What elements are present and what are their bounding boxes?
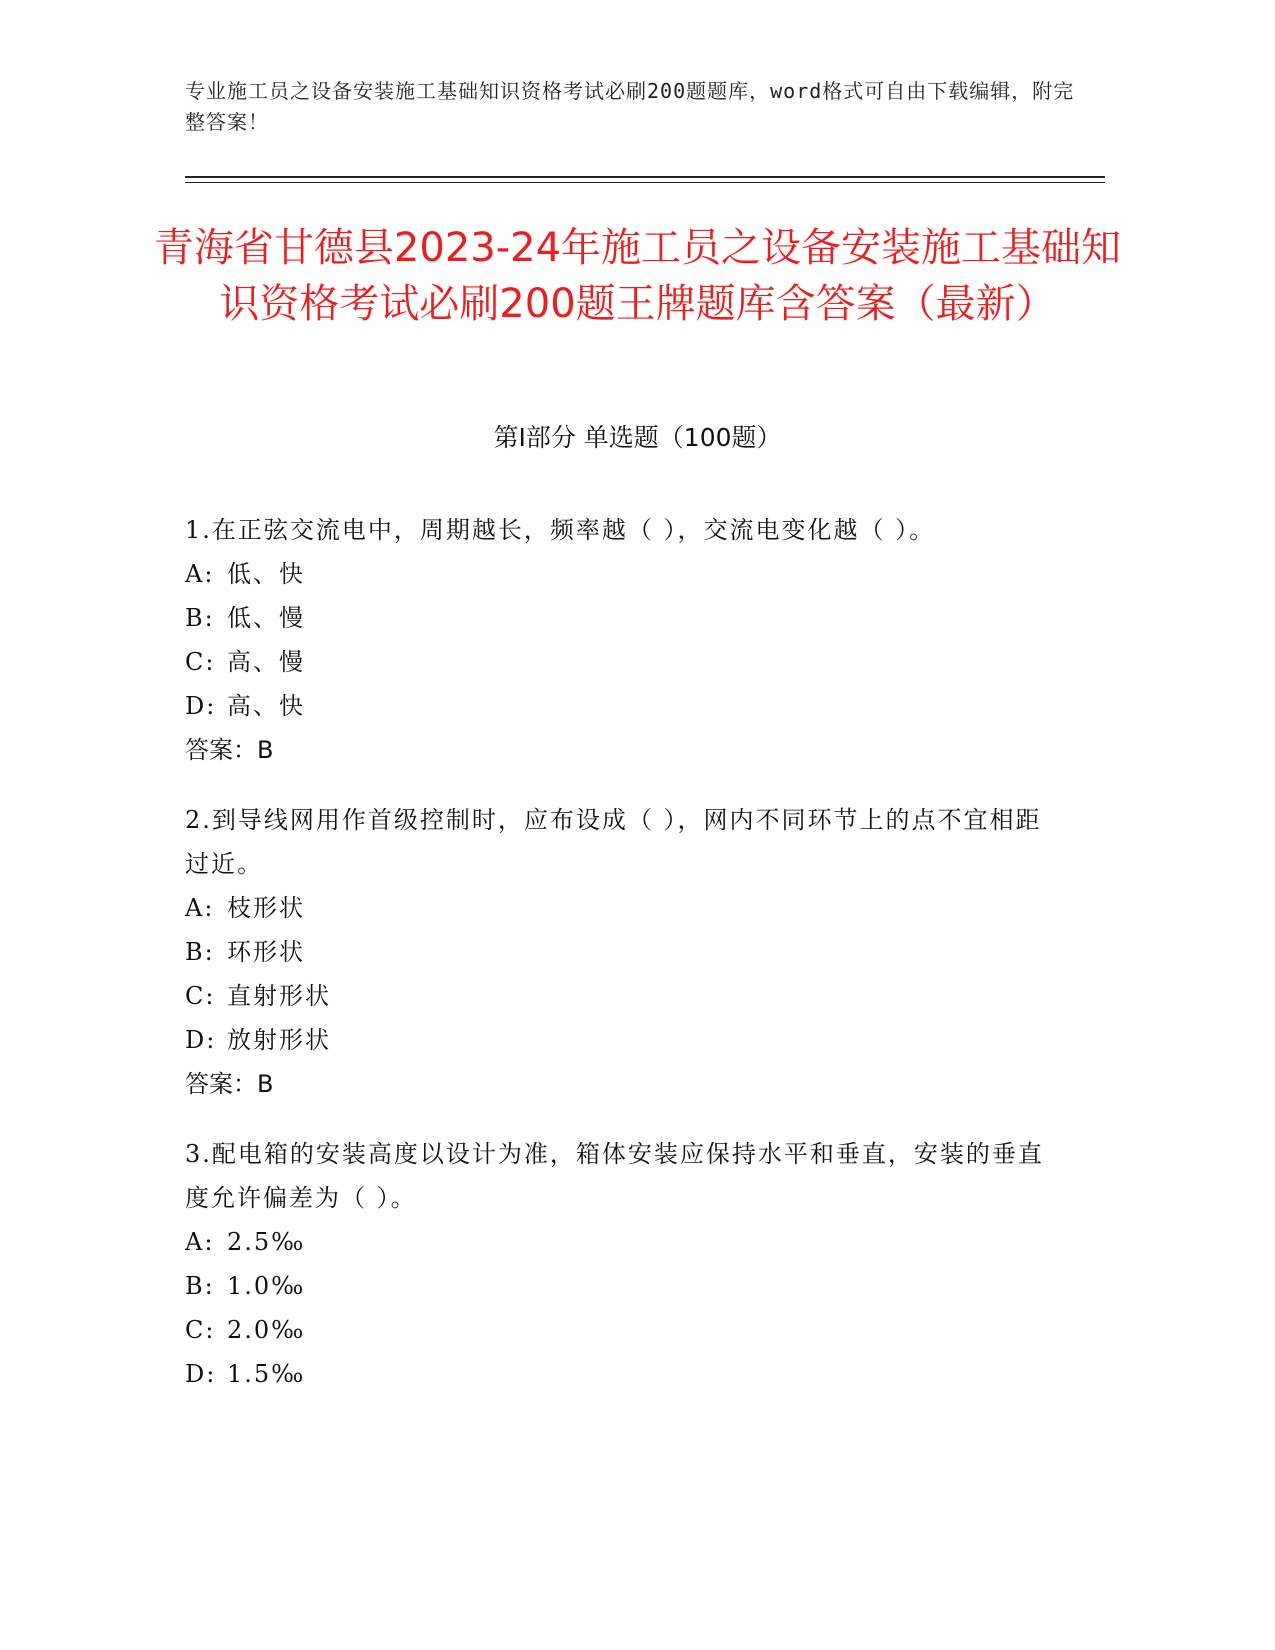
option-text: 枝形状 <box>227 894 305 922</box>
option-b <box>185 930 1065 974</box>
option-text: 2.0‰ <box>227 1316 306 1344</box>
option-a <box>185 886 1065 930</box>
option-text: 直射形状 <box>227 982 331 1010</box>
question-3 <box>185 1132 1065 1396</box>
option-key: B: <box>185 938 215 966</box>
question-stem: 1.在正弦交流电中，周期越长，频率越（ ），交流电变化越（ ）。 <box>185 516 936 544</box>
option-text: 1.0‰ <box>227 1272 306 1300</box>
question-stem: 3.配电箱的安装高度以设计为准，箱体安装应保持水平和垂直，安装的垂直度允许偏差为（ ）。 <box>185 1140 1044 1212</box>
header-note: 专业施工员之设备安装施工基础知识资格考试必刷200题题库，word格式可自由下载编辑，附完整答案！ <box>185 79 1075 134</box>
document-title: 青海省甘德县2023-24年施工员之设备安装施工基础知识资格考试必刷200题王牌题库含答案（最新） <box>153 225 1122 327</box>
option-a <box>185 1220 1065 1264</box>
option-key: C: <box>185 648 216 676</box>
option-text: 高、快 <box>227 692 305 720</box>
option-key: D: <box>185 1026 217 1054</box>
option-key: C: <box>185 982 216 1010</box>
option-text: 低、快 <box>227 560 305 588</box>
option-text: 2.5‰ <box>227 1228 306 1256</box>
option-key: D: <box>185 692 217 720</box>
option-key: A: <box>185 1228 215 1256</box>
option-d <box>185 684 1065 728</box>
option-key: C: <box>185 1316 216 1344</box>
question-1 <box>185 508 1065 772</box>
option-b <box>185 596 1065 640</box>
option-key: D: <box>185 1360 217 1388</box>
header-divider-thick <box>185 176 1105 178</box>
option-d <box>185 1018 1065 1062</box>
option-b <box>185 1264 1065 1308</box>
question-list <box>185 508 1065 1422</box>
option-text: 低、慢 <box>227 604 305 632</box>
option-text: 放射形状 <box>227 1026 331 1054</box>
option-key: B: <box>185 604 215 632</box>
option-key: A: <box>185 894 215 922</box>
header-divider-thin <box>185 182 1105 183</box>
answer: 答案：B <box>185 1070 274 1098</box>
option-text: 1.5‰ <box>227 1360 306 1388</box>
question-2 <box>185 798 1065 1106</box>
option-c <box>185 640 1065 684</box>
option-a <box>185 552 1065 596</box>
option-c <box>185 974 1065 1018</box>
option-c <box>185 1308 1065 1352</box>
option-key: B: <box>185 1272 215 1300</box>
option-key: A: <box>185 560 215 588</box>
answer: 答案：B <box>185 736 274 764</box>
option-text: 环形状 <box>227 938 305 966</box>
section-title: 第Ⅰ部分 单选题（100题） <box>493 423 782 452</box>
option-text: 高、慢 <box>227 648 305 676</box>
question-stem: 2.到导线网用作首级控制时，应布设成（ ），网内不同环节上的点不宜相距过近。 <box>185 806 1042 878</box>
option-d <box>185 1352 1065 1396</box>
